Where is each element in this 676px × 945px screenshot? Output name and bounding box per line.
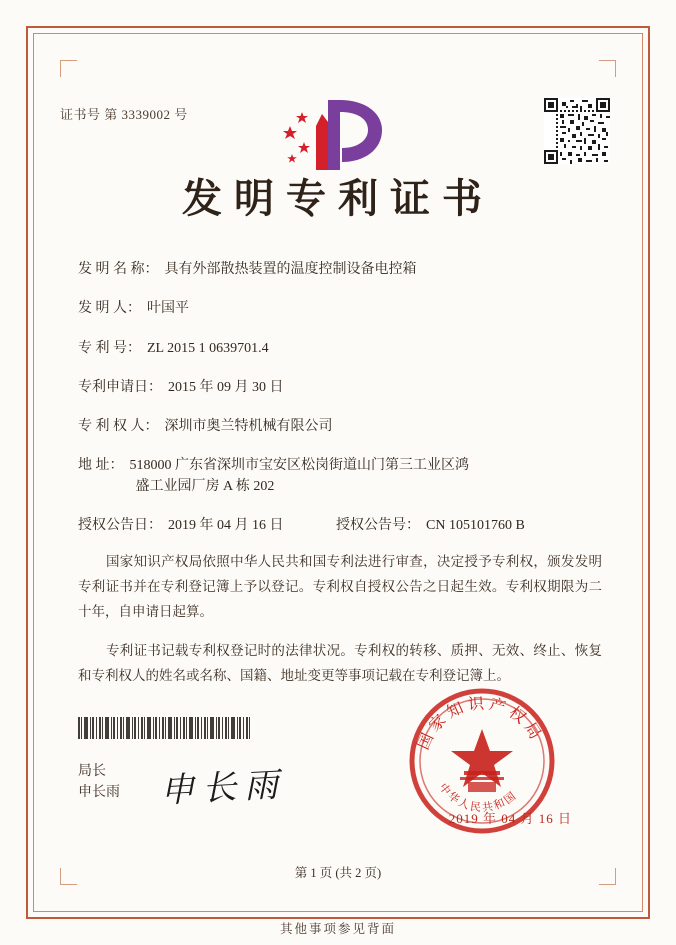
page-title: 发明专利证书 [182, 175, 494, 222]
field-grant-date [78, 516, 336, 536]
field-value: 具有外部散热装置的温度控制设备电控箱 [164, 262, 417, 277]
field-invention-name [60, 260, 616, 280]
field-value: 518000 广东省深圳市宝安区松岗街道山门第三工业区鸿 [129, 458, 469, 474]
field-label: 发 明 名 称： [78, 262, 159, 277]
signature-name: 申长雨 [78, 785, 120, 800]
field-value: 2015 年 09 月 30 日 [168, 379, 284, 395]
barcode [78, 717, 250, 739]
seal-top-text: 国家知识产权局 [413, 693, 548, 753]
field-label: 专 利 权 人： [78, 419, 159, 435]
footnote: 其他事项参见背面 [279, 922, 396, 936]
field-label: 授权公告日： [78, 518, 162, 534]
field-address [60, 456, 616, 497]
signature-role: 局长 [78, 764, 106, 779]
field-label: 专利申请日： [78, 379, 162, 395]
page-indicator: 第 1 页 (共 2 页) [294, 866, 382, 880]
field-value: CN 105101760 B [426, 518, 525, 534]
field-application-date [60, 378, 616, 398]
field-label: 授权公告号： [336, 518, 420, 534]
field-label: 发 明 人： [78, 301, 141, 317]
field-label: 地 址： [78, 458, 124, 474]
field-grant-number [336, 516, 525, 536]
field-value: ZL 2015 1 0639701.4 [147, 340, 269, 356]
field-grant-row [60, 516, 616, 536]
field-value-line2: 盛工业园厂房 A 栋 202 [135, 478, 275, 494]
signature-block [78, 761, 120, 803]
handwritten-signature: 申长雨 [159, 764, 288, 812]
field-value: 2019 年 04 月 16 日 [168, 518, 284, 534]
field-value-container [124, 456, 617, 497]
field-value: 叶国平 [147, 301, 189, 317]
seal-bottom-text: 中华人民共和国 [436, 780, 520, 815]
paragraph-grant-statement: 国家知识产权局依照中华人民共和国专利法进行审查，决定授予专利权，颁发发明专利证书并在专利登记簿上予以登记。专利权自授权公告之日起生效。专利权期限为二十年，自申请日起算。 [78, 554, 602, 620]
cnipa-logo-icon [278, 92, 398, 178]
certificate-content [60, 56, 616, 889]
field-list [60, 260, 616, 536]
field-label: 专 利 号： [78, 340, 141, 356]
qr-code [544, 98, 610, 164]
field-patentee [60, 417, 616, 437]
field-patent-number [60, 339, 616, 359]
paragraph-registry-statement: 专利证书记载专利权登记时的法律状况。专利权的转移、质押、无效、终止、恢复和专利权人的姓名或名称、国籍、地址变更等事项记载在专利登记簿上。 [78, 642, 602, 683]
seal-date: 2019 年 04 月 16 日 [448, 811, 572, 826]
field-inventor [60, 299, 616, 319]
certificate-number: 证书号 第 3339002 号 [60, 107, 188, 122]
field-value: 深圳市奥兰特机械有限公司 [164, 419, 333, 435]
